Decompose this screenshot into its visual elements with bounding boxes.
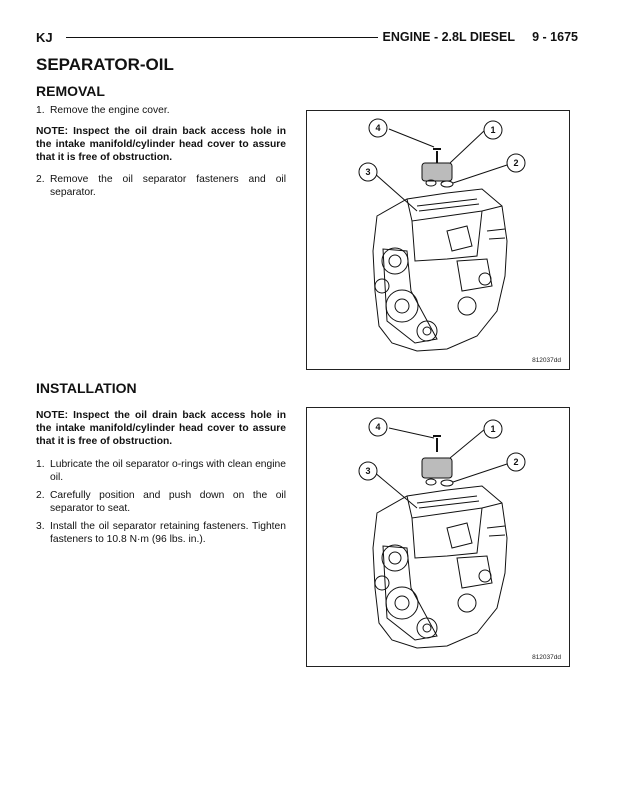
callout-1: 1 bbox=[490, 125, 496, 135]
step-number: 2. bbox=[36, 174, 45, 185]
step-text: Remove the oil separator fasteners and oil separator. bbox=[50, 174, 286, 198]
installation-text bbox=[36, 409, 286, 546]
step-number: 2. bbox=[36, 490, 45, 501]
figure-id: 812037dd bbox=[532, 654, 561, 661]
engine-illustration bbox=[307, 408, 569, 666]
installation-step-2 bbox=[36, 489, 286, 515]
installation-step-3 bbox=[36, 520, 286, 546]
removal-figure bbox=[306, 110, 570, 370]
header-rule bbox=[66, 37, 378, 38]
step-text: Carefully position and push down on the oil separator to seat. bbox=[50, 490, 286, 514]
step-number: 3. bbox=[36, 521, 45, 532]
installation-step-1 bbox=[36, 458, 286, 484]
callout-4: 4 bbox=[375, 123, 381, 133]
installation-note: NOTE: Inspect the oil drain back access hole in the intake manifold/cylinder head cover to assure that it is free of obstruction. bbox=[36, 410, 286, 447]
callout-4: 4 bbox=[375, 422, 381, 432]
installation-heading: INSTALLATION bbox=[36, 380, 137, 396]
callout-2: 2 bbox=[513, 457, 519, 467]
step-number: 1. bbox=[36, 459, 45, 470]
removal-step-1 bbox=[36, 104, 286, 117]
step-number: 1. bbox=[36, 105, 45, 116]
callout-1: 1 bbox=[490, 424, 496, 434]
removal-step-2 bbox=[36, 173, 286, 199]
page-header-right: ENGINE - 2.8L DIESEL 9 - 1675 bbox=[382, 30, 578, 44]
figure-id: 812037dd bbox=[532, 357, 561, 364]
callout-3: 3 bbox=[365, 466, 371, 476]
callout-2: 2 bbox=[513, 158, 519, 168]
engine-illustration bbox=[307, 111, 569, 369]
removal-heading: REMOVAL bbox=[36, 83, 105, 99]
step-text: Install the oil separator retaining fasteners. Tighten fasteners to 10.8 N·m (96 lbs. in.). bbox=[50, 521, 286, 545]
page-header-left: KJ bbox=[36, 30, 53, 45]
removal-text bbox=[36, 104, 286, 199]
page-title: SEPARATOR-OIL bbox=[36, 55, 174, 74]
step-text: Lubricate the oil separator o-rings with clean engine oil. bbox=[50, 459, 286, 483]
removal-note: NOTE: Inspect the oil drain back access hole in the intake manifold/cylinder head cover to assure that it is free of obstruction. bbox=[36, 126, 286, 163]
step-text: Remove the engine cover. bbox=[50, 105, 170, 116]
callout-3: 3 bbox=[365, 167, 371, 177]
installation-figure bbox=[306, 407, 570, 667]
